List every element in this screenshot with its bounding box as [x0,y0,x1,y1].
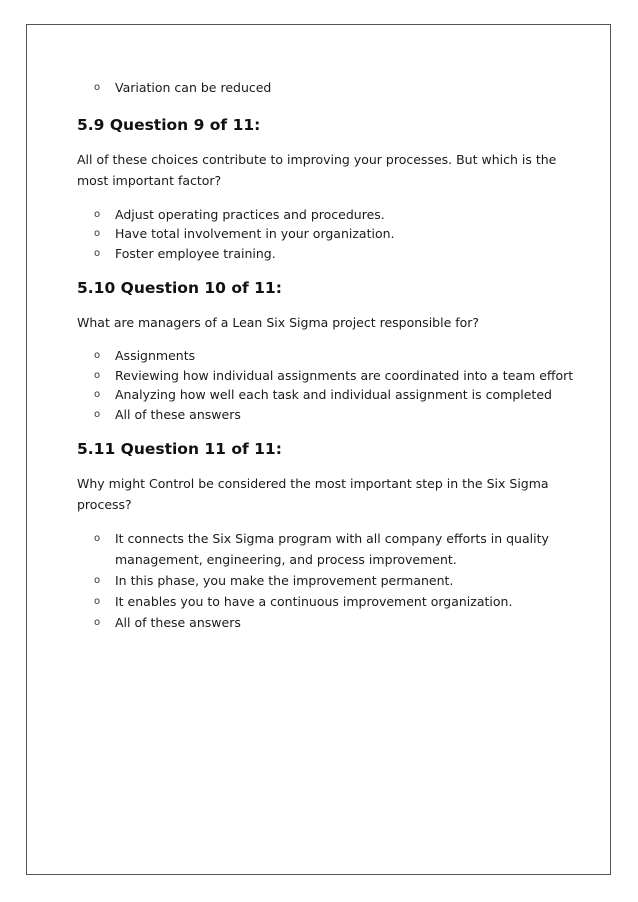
option-item [77,612,577,633]
answer-option-list [77,346,577,424]
document-content [77,78,577,633]
circle-bullet-icon: o [94,208,101,220]
option-text: In this phase, you make the improvement permanent. [115,573,454,588]
section-heading-5-11: 5.11 Question 11 of 11: [77,440,282,458]
option-item [77,366,577,386]
question-text: What are managers of a Lean Six Sigma project responsible for? [77,315,480,330]
option-text: Variation can be reduced [115,80,272,95]
option-item [77,205,577,225]
option-item [77,224,577,244]
section-heading-5-10: 5.10 Question 10 of 11: [77,279,282,297]
circle-bullet-icon: o [94,82,101,93]
option-text: It connects the Six Sigma program with all company efforts in quality management, engineering, and process improvement. [115,531,549,567]
option-item [77,78,577,98]
question-text: Why might Control be considered the most important step in the Six Sigma process? [77,476,549,512]
option-item [77,591,577,612]
circle-bullet-icon: o [94,369,101,381]
question-text: All of these choices contribute to improving your processes. But which is the most important factor? [77,151,557,188]
option-text: It enables you to have a continuous improvement organization. [115,594,513,609]
option-text: Reviewing how individual assignments are coordinated into a team effort [115,367,574,383]
option-item [77,528,577,570]
circle-bullet-icon: o [94,389,101,400]
option-item [77,346,577,366]
option-item [77,244,577,264]
section-heading-5-9: 5.9 Question 9 of 11: [77,115,261,134]
option-text: All of these answers [115,406,241,422]
option-item [77,385,577,405]
circle-bullet-icon: o [94,617,101,628]
option-item [77,405,577,425]
answer-option-list [77,528,577,633]
circle-bullet-icon: o [94,596,101,607]
option-text: All of these answers [115,615,241,630]
answer-option-list [77,205,577,264]
circle-bullet-icon: o [94,247,101,259]
circle-bullet-icon: o [94,350,101,361]
option-text: Analyzing how well each task and individual assignment is completed [115,387,552,402]
option-item [77,570,577,591]
circle-bullet-icon: o [94,533,101,544]
option-text: Adjust operating practices and procedures. [115,206,385,222]
option-text: Assignments [115,348,196,363]
option-text: Have total involvement in your organization. [115,226,395,241]
circle-bullet-icon: o [94,408,101,420]
circle-bullet-icon: o [94,575,101,586]
carryover-option-list [77,78,577,98]
option-text: Foster employee training. [115,245,276,261]
circle-bullet-icon: o [94,228,101,239]
